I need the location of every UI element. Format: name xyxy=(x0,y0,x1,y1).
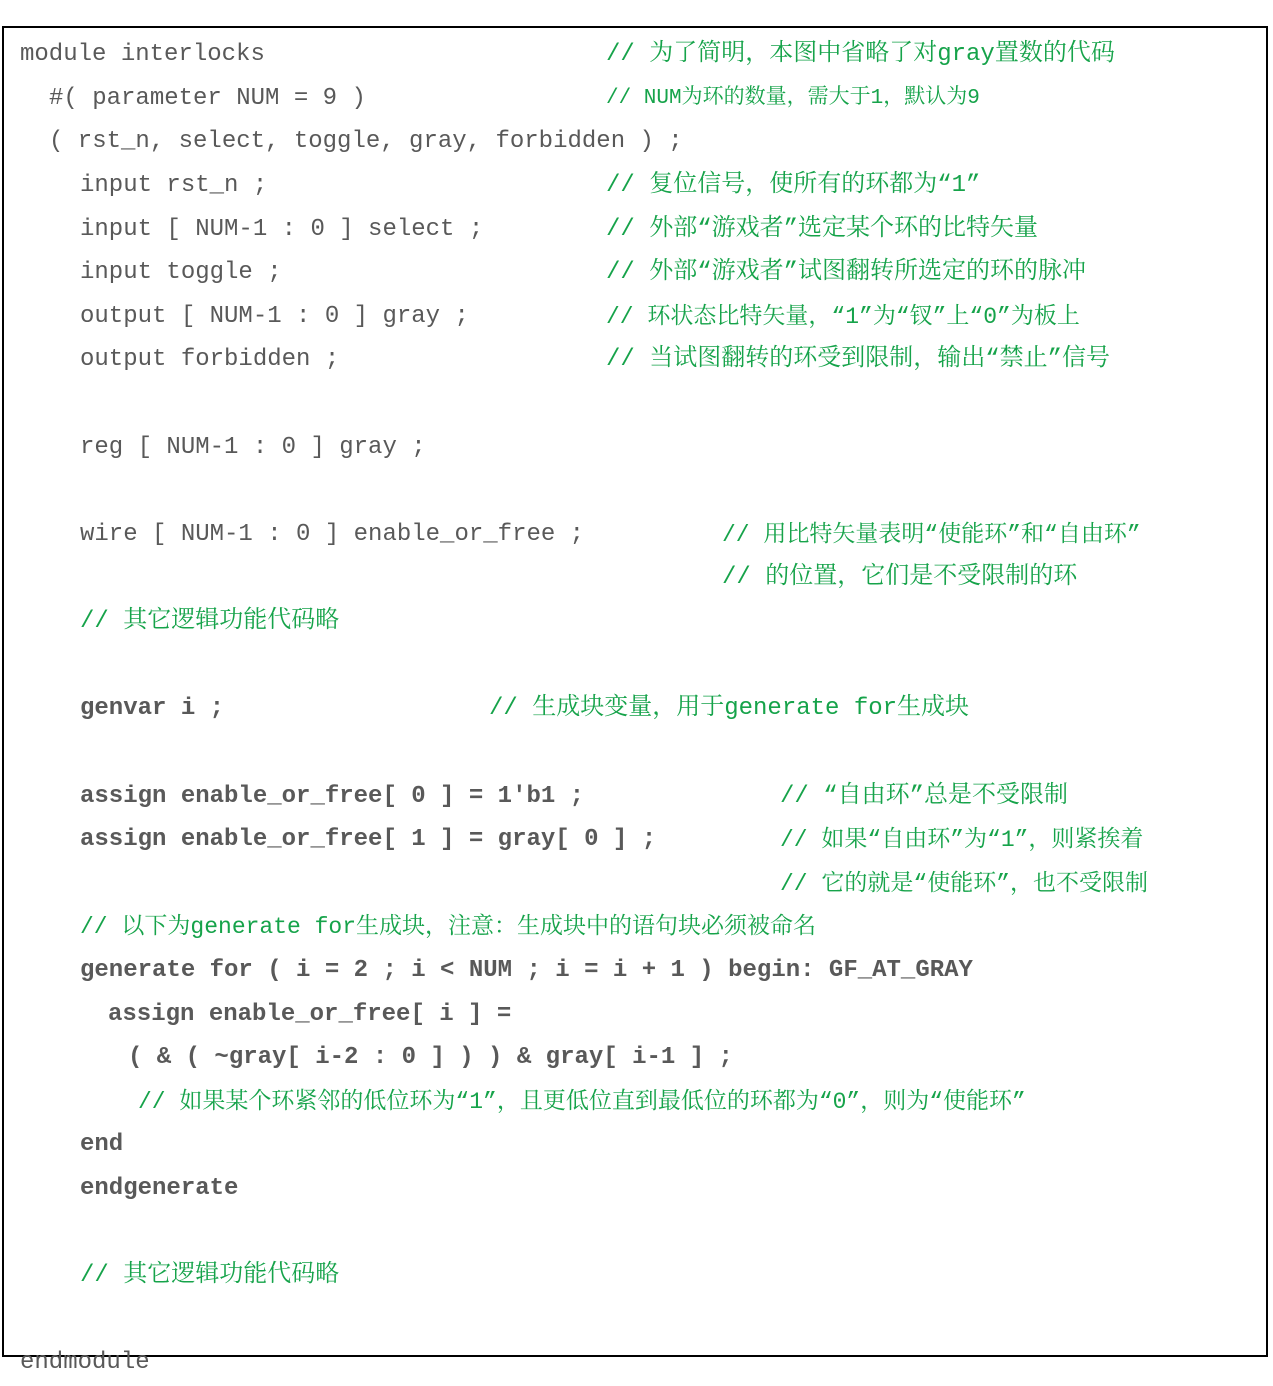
code-line: module interlocks xyxy=(20,41,265,68)
code-listing-frame xyxy=(2,26,1268,1376)
code-line: assign enable_or_free[ 0 ] = 1'b1 ; xyxy=(80,783,585,810)
code-comment: // 用比特矢量表明“使能环”和“自由环” xyxy=(722,522,1141,548)
code-comment: // 如果某个环紧邻的低位环为“1”，且更低位直到最低位的环都为“0”，则为“使能环” xyxy=(138,1089,1026,1115)
code-comment: // “自由环”总是不受限制 xyxy=(780,783,1069,810)
code-comment: // 环状态比特矢量，“1”为“钗”上“0”为板上 xyxy=(606,304,1080,330)
code-comment: // 它的就是“使能环”，也不受限制 xyxy=(780,871,1149,897)
code-line: generate for ( i = 2 ; i < NUM ; i = i + 1 ) begin: GF_AT_GRAY xyxy=(80,957,973,984)
code-line: endmodule xyxy=(20,1349,150,1376)
code-line: assign enable_or_free[ i ] = xyxy=(108,1001,512,1028)
code-comment: // 其它逻辑功能代码略 xyxy=(80,608,340,635)
code-comment: // 如果“自由环”为“1”，则紧挨着 xyxy=(780,827,1144,853)
code-line: input rst_n ; xyxy=(80,172,268,199)
code-comment: // 当试图翻转的环受到限制，输出“禁止”信号 xyxy=(606,346,1111,373)
code-line: input toggle ; xyxy=(80,259,282,286)
code-comment: // 复位信号，使所有的环都为“1” xyxy=(606,172,981,199)
code-comment: // 外部“游戏者”试图翻转所选定的环的脉冲 xyxy=(606,259,1087,286)
code-listing xyxy=(4,28,1266,1376)
code-comment: // 以下为generate for生成块，注意：生成块中的语句块必须被命名 xyxy=(80,914,817,940)
code-comment: // 为了简明，本图中省略了对gray置数的代码 xyxy=(606,41,1115,68)
code-line: genvar i ; xyxy=(80,695,225,722)
code-line: wire [ NUM-1 : 0 ] enable_or_free ; xyxy=(80,521,585,548)
code-line: input [ NUM-1 : 0 ] select ; xyxy=(80,216,484,243)
code-comment: // 生成块变量，用于generate for生成块 xyxy=(489,695,970,722)
code-line: ( rst_n, select, toggle, gray, forbidden ) ; xyxy=(49,128,683,155)
code-line: output [ NUM-1 : 0 ] gray ; xyxy=(80,303,469,330)
code-line: endgenerate xyxy=(80,1175,239,1202)
code-comment: // NUM为环的数量，需大于1，默认为9 xyxy=(606,87,980,110)
code-line: ( & ( ~gray[ i-2 : 0 ] ) ) & gray[ i-1 ] ; xyxy=(128,1044,733,1071)
code-line: #( parameter NUM = 9 ) xyxy=(49,85,366,112)
code-line: reg [ NUM-1 : 0 ] gray ; xyxy=(80,434,426,461)
code-line: output forbidden ; xyxy=(80,346,340,373)
code-comment: // 外部“游戏者”选定某个环的比特矢量 xyxy=(606,216,1039,243)
code-comment: // 的位置，它们是不受限制的环 xyxy=(722,564,1078,591)
code-line: end xyxy=(80,1131,124,1158)
code-line: assign enable_or_free[ 1 ] = gray[ 0 ] ; xyxy=(80,826,657,853)
code-comment: // 其它逻辑功能代码略 xyxy=(80,1262,340,1289)
